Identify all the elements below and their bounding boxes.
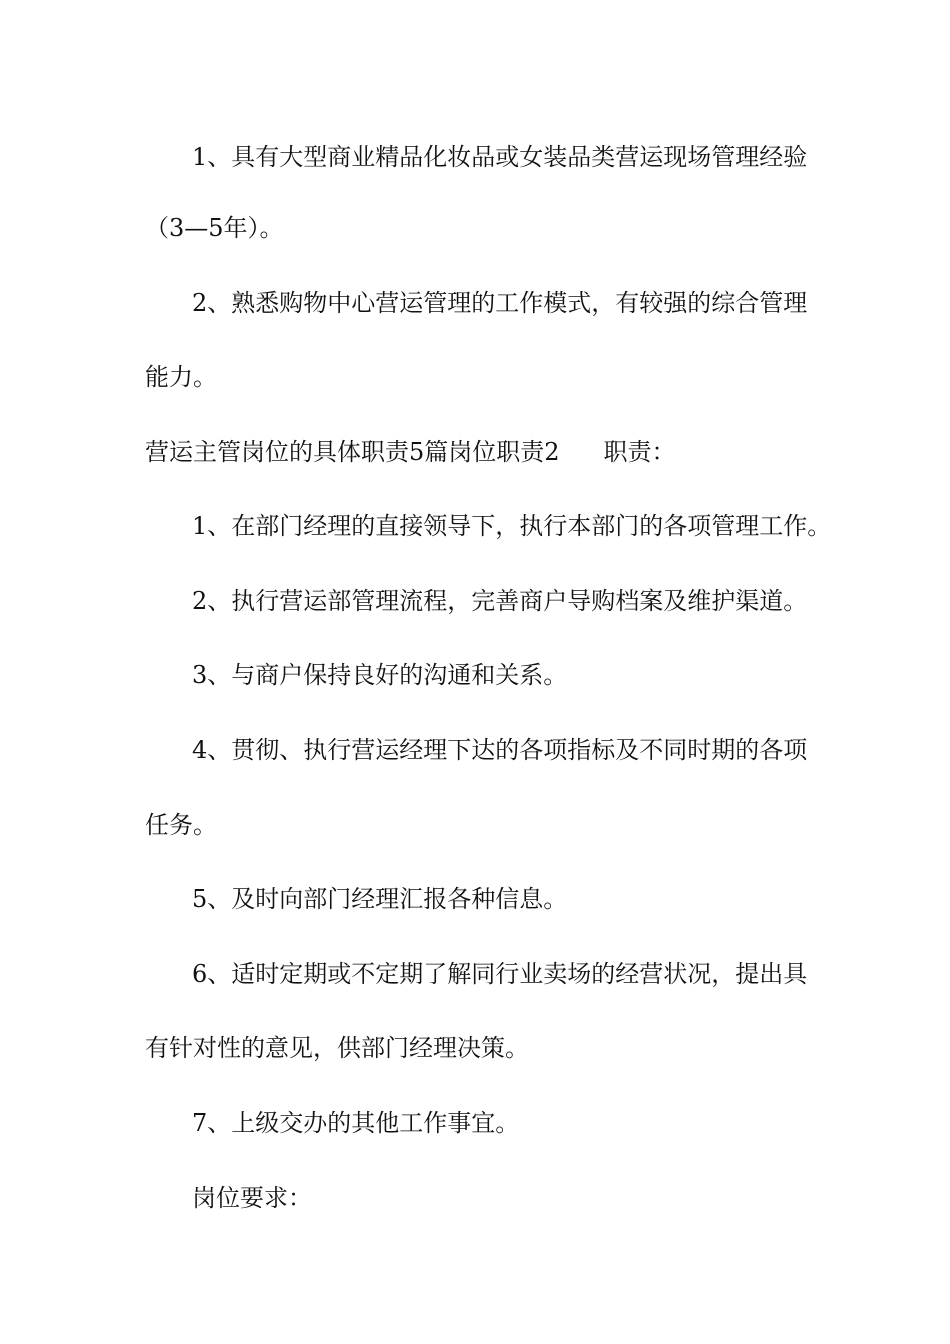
- paragraph-line: 能力。: [145, 363, 217, 391]
- paragraph-line: 7、上级交办的其他工作事宜。: [192, 1109, 520, 1137]
- paragraph-line: 1、具有大型商业精品化妆品或女装品类营运现场管理经验: [192, 143, 808, 171]
- paragraph-line: 3、与商户保持良好的沟通和关系。: [192, 661, 568, 689]
- heading-line: [145, 437, 676, 467]
- paragraph-line: 任务。: [145, 811, 217, 839]
- section-heading: 岗位要求：: [192, 1184, 312, 1212]
- paragraph-line: 2、熟悉购物中心营运管理的工作模式，有较强的综合管理: [192, 289, 808, 317]
- paragraph-line: （3—5年）。: [145, 214, 284, 242]
- section-title: 营运主管岗位的具体职责5篇岗位职责2: [145, 438, 560, 466]
- paragraph-line: 2、执行营运部管理流程，完善商户导购档案及维护渠道。: [192, 587, 808, 615]
- paragraph-line: 1、在部门经理的直接领导下，执行本部门的各项管理工作。: [192, 512, 832, 540]
- section-label: 职责：: [603, 438, 676, 466]
- paragraph-line: 4、贯彻、执行营运经理下达的各项指标及不同时期的各项: [192, 736, 808, 764]
- paragraph-line: 6、适时定期或不定期了解同行业卖场的经营状况，提出具: [192, 960, 808, 988]
- paragraph-line: 5、及时向部门经理汇报各种信息。: [192, 885, 568, 913]
- paragraph-line: 有针对性的意见，供部门经理决策。: [145, 1034, 529, 1062]
